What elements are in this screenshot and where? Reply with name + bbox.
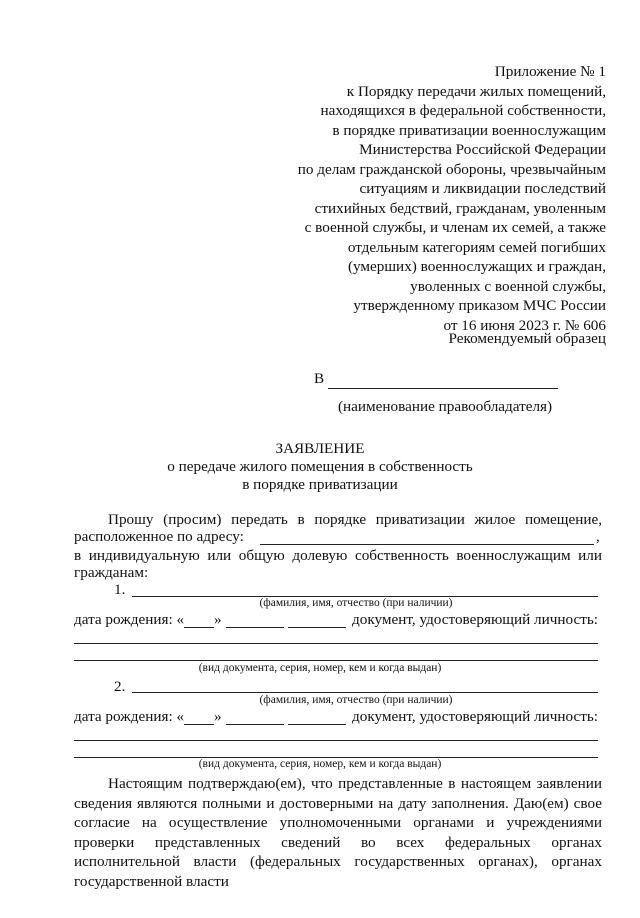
request-line: в индивидуальную или общую долевую собственность военнослужащим или (74, 547, 602, 564)
birth-day-field[interactable] (184, 627, 214, 628)
appendix-line: отдельным категориям семей погибших (347, 238, 606, 256)
birth-close-quote: » (214, 708, 222, 725)
birth-label: дата рождения: « (74, 708, 185, 725)
birth-label: дата рождения: « (74, 611, 185, 628)
person-number: 1. (114, 581, 126, 598)
birth-year-field[interactable] (288, 627, 346, 628)
recipient-caption: (наименование правообладателя) (338, 398, 553, 415)
birth-close-quote: » (214, 611, 222, 628)
person-number: 2. (114, 678, 126, 695)
appendix-line: по делам гражданской обороны, чрезвычайным (297, 160, 606, 178)
appendix-line: уволенных с военной службы, (410, 277, 606, 295)
sample-label: Рекомендуемый образец (448, 330, 606, 347)
name-caption: (фамилия, имя, отчество (при наличии) (259, 694, 453, 706)
appendix-header (266, 62, 606, 335)
address-field[interactable] (260, 544, 594, 545)
birth-month-field[interactable] (226, 627, 284, 628)
birth-day-field[interactable] (184, 724, 214, 725)
appendix-line: стихийных бедствий, гражданам, уволенным (314, 199, 606, 217)
birth-month-field[interactable] (226, 724, 284, 725)
appendix-line: от 16 июня 2023 г. № 606 (443, 316, 606, 334)
appendix-line: с военной службы, и членам их семей, а также (304, 219, 606, 236)
request-line: гражданам: (74, 564, 149, 581)
appendix-line: Министерства Российской Федерации (359, 141, 606, 158)
appendix-line: ситуациям и ликвидации последствий (359, 180, 606, 197)
id-document-field[interactable] (74, 643, 598, 644)
document-caption: (вид документа, серия, номер, кем и когда выдан) (198, 662, 442, 674)
name-caption: (фамилия, имя, отчество (при наличии) (259, 597, 453, 609)
appendix-line: Приложение № 1 (494, 63, 606, 80)
appendix-line: к Порядку передачи жилых помещений, (346, 82, 606, 100)
document-caption: (вид документа, серия, номер, кем и когда выдан) (198, 758, 442, 770)
recipient-prefix: В (314, 370, 325, 387)
appendix-line: (умерших) военнослужащих и граждан, (347, 258, 606, 275)
id-document-label: документ, удостоверяющий личность: (352, 708, 599, 725)
consent-paragraph: Настоящим подтверждаю(ем), что представленные в настоящем заявлении сведения являются полными и достоверными на дату заполнения. Даю(ем) свое согласие на осуществление уполномоченными органами и учреждениями проверки представленных сведений во всех федеральных органах исполнительной власти (федеральных государственных органах), органах государственной власти (74, 775, 602, 890)
appendix-line: находящихся в федеральной собственности, (320, 102, 606, 119)
document-subtitle: о передаче жилого помещения в собственность (167, 458, 473, 475)
id-document-label: документ, удостоверяющий личность: (352, 611, 599, 628)
person-name-field[interactable] (132, 692, 598, 693)
document-subtitle: в порядке приватизации (242, 476, 398, 493)
address-label: расположенное по адресу: (74, 528, 244, 545)
address-end: , (596, 528, 600, 545)
id-document-field[interactable] (74, 660, 598, 661)
appendix-line: в порядке приватизации военнослужащим (332, 121, 606, 139)
appendix-line: утвержденному приказом МЧС России (353, 297, 606, 314)
recipient-field[interactable] (328, 388, 558, 389)
request-line: Прошу (просим) передать в порядке приватизации жилое помещение, (108, 511, 602, 528)
birth-year-field[interactable] (288, 724, 346, 725)
document-title: ЗАЯВЛЕНИЕ (275, 440, 365, 457)
id-document-field[interactable] (74, 740, 598, 741)
